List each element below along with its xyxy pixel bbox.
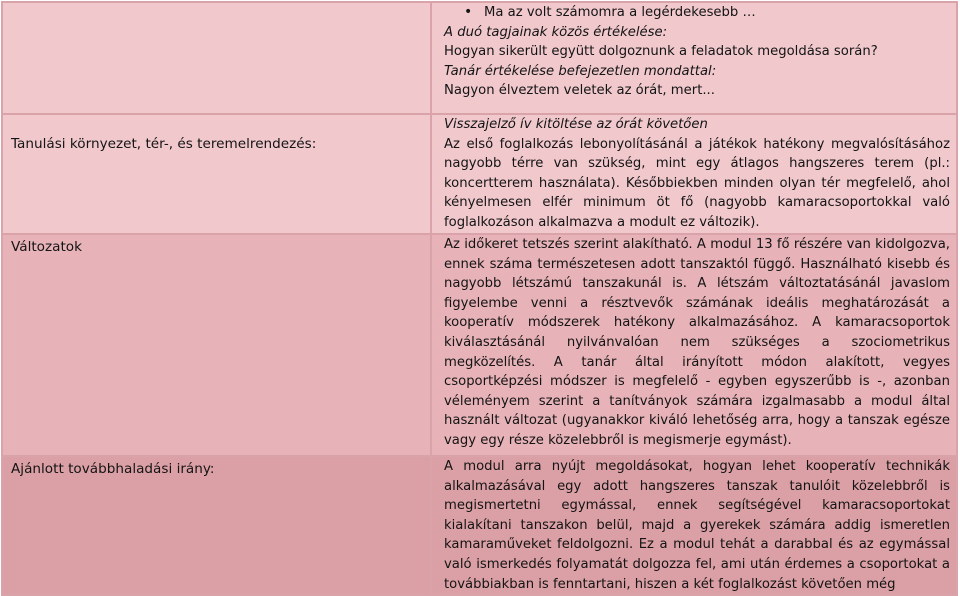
next-steps-label-cell bbox=[2, 456, 431, 595]
next-steps-row bbox=[2, 456, 957, 595]
environment-label-cell bbox=[2, 114, 431, 234]
variants-label-cell bbox=[2, 234, 431, 456]
teacher-evaluation-text: Nagyon élveztem veletek az órát, mert... bbox=[444, 83, 715, 99]
evaluation-row bbox=[2, 2, 957, 114]
evaluation-content-cell bbox=[431, 2, 957, 114]
environment-row bbox=[2, 114, 957, 234]
duo-evaluation-text: Hogyan sikerült együtt dolgoznunk a feladatok megoldása során? bbox=[444, 44, 878, 60]
next-steps-content-cell bbox=[431, 456, 957, 595]
duo-evaluation-label: A duó tagjainak közös értékelése: bbox=[444, 24, 668, 40]
variants-row bbox=[2, 234, 957, 456]
feedback-sheet-note: Visszajelző ív kitöltése az órát követően bbox=[444, 117, 708, 132]
variants-content-cell bbox=[431, 234, 957, 456]
evaluation-label-cell bbox=[2, 2, 431, 114]
variants-text: Az időkeret tetszés szerint alakítható. A modul 13 fő részére van kidolgozva, ennek száma természetesen adott tanszaktól függő. Használható kisebb és nagyobb létszámú tanszakunál is. A létszám változtatásánál javaslom figyelembe venni a résztvevők számának ideális meghatározását a kooperatív módszerek hatékony alkalmazásához. A kamaracsoportok kiválasztásánál nyilvánvalóan nem szükséges a szociometrikus megközelítés. A tanár által irányított módon alakított, vegyes csoportképzési módszer is megfelelő - egyben egyszerűbb is -, azonban véleményem szerint a tanítványok számára izgalmasabb a modul által használt változat (ugyanakkor kiváló lehetőség arra, hogy a tanszak egésze vagy egy része közelebbről is megismerje egymást). bbox=[444, 237, 950, 448]
environment-text: Az első foglalkozás lebonyolításánál a játékok hatékony megvalósításához nagyobb térre van szükség, mint egy átlagos hangszeres terem (pl.: koncertterem használata). Későbbiekben minden olyan tér megfelelő, ahol kényelmesen elfér minimum öt fő (nagyobb kamaracsoportokkal való foglalkozáson alkalmazva a modult ez változik). bbox=[444, 136, 950, 230]
variants-label: Változatok bbox=[11, 239, 82, 255]
environment-label: Tanulási környezet, tér-, és teremelrendezés: bbox=[11, 136, 317, 152]
teacher-evaluation-label: Tanár értékelése befejezetlen mondattal: bbox=[444, 63, 717, 79]
evaluation-bullet-item: • Ma az volt számomra a legérdekesebb … bbox=[444, 3, 950, 23]
next-steps-text: A modul arra nyújt megoldásokat, hogyan lehet kooperatív technikák alkalmazásával egy adott hangszeres tanszak tanulóit közelebbről is megismertetni egymással, ennek segítségével kamaracsoportokat kialakítani tanszakon belül, majd a gyerekek számára addig ismeretlen kamaraműveket feldolgozni. Ez a modul tehát a darabbal és az egymással való ismerkedés folyamatát dolgozza fel, ami után érdemes a csoportokat a továbbiakban is fenntartani, hiszen a két foglalkozást követően még bbox=[444, 459, 950, 592]
evaluation-bullet-list bbox=[444, 3, 950, 23]
next-steps-label: Ajánlott továbbhaladási irány: bbox=[11, 461, 215, 477]
module-table bbox=[1, 1, 958, 596]
environment-content-cell bbox=[431, 114, 957, 234]
